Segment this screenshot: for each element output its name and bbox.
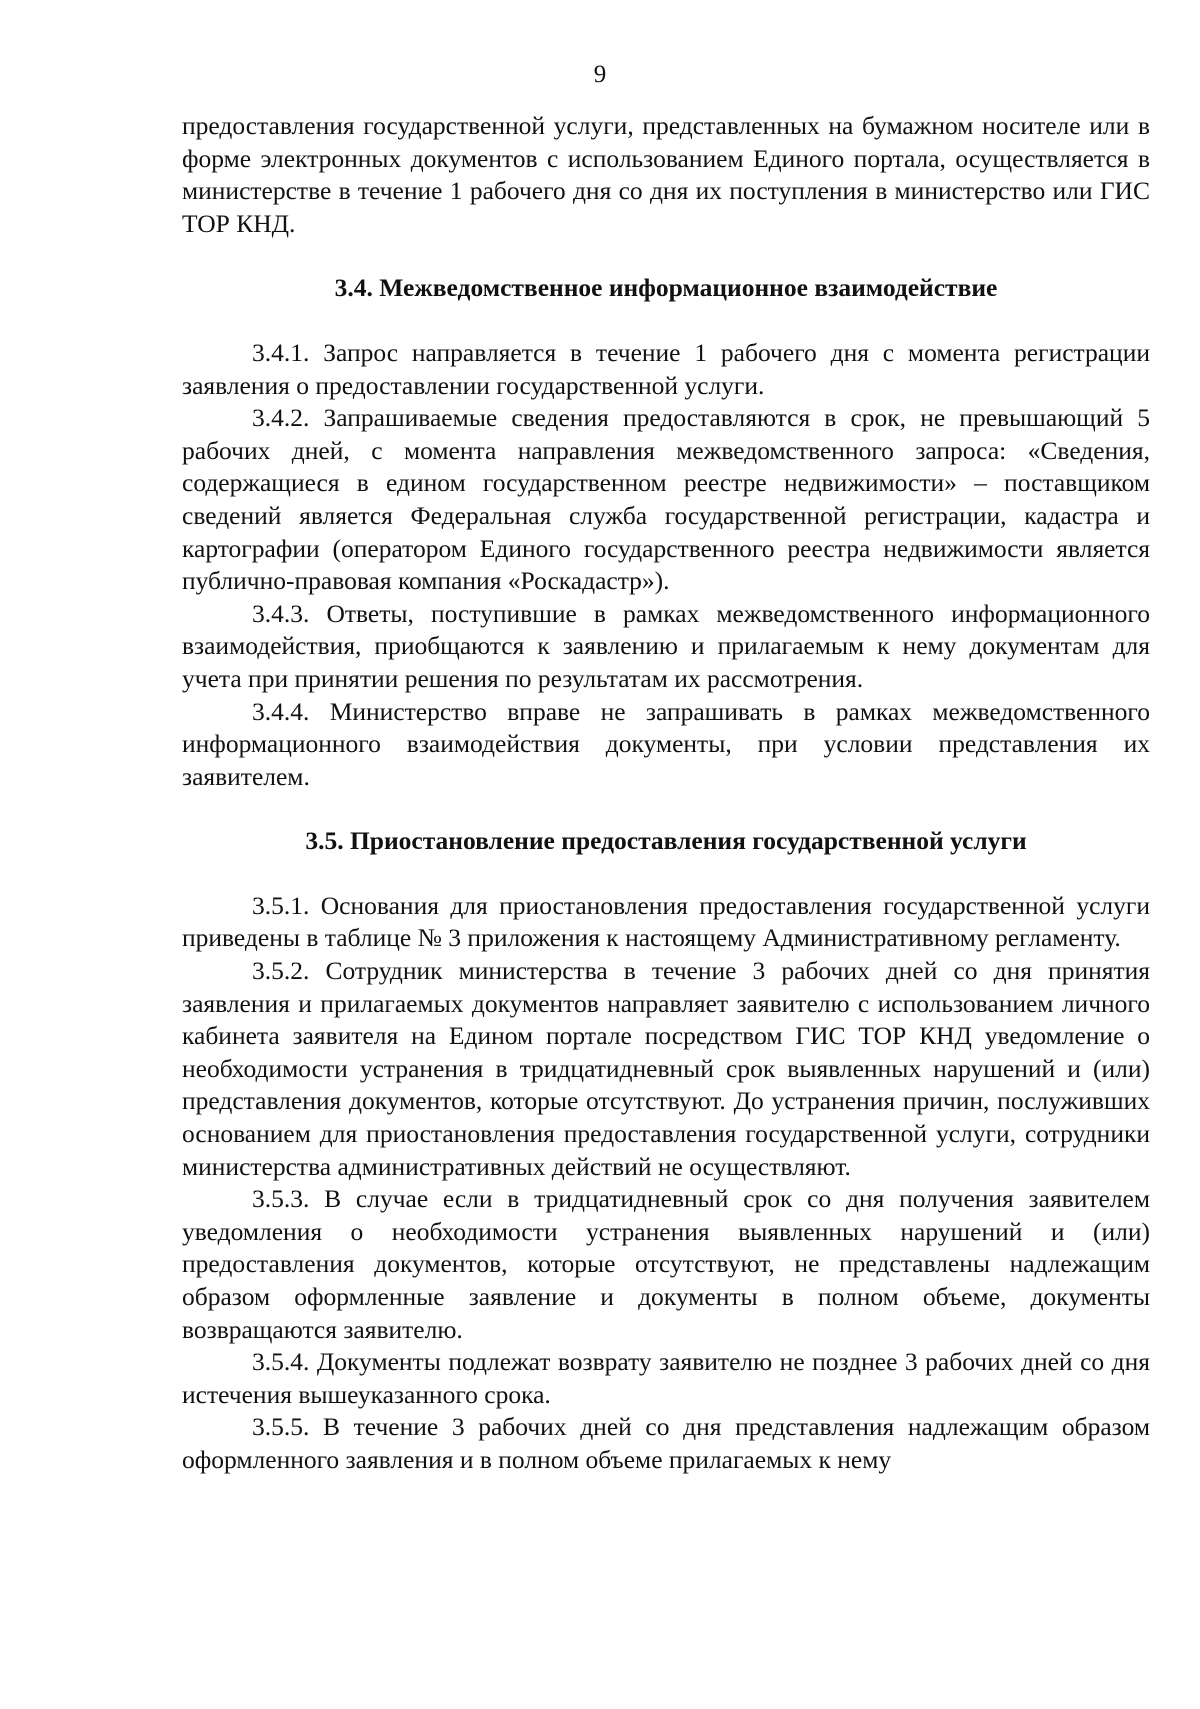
section-3-4-heading: 3.4. Межведомственное информационное взаимодействие — [334, 273, 998, 303]
paragraph-3-4-3: 3.4.3. Ответы, поступившие в рамках межведомственного информационного взаимодействия, приобщаются к заявлению и прилагаемым к нему документам для учета при принятии решения по результатам их рассмотрения. — [182, 598, 1150, 693]
paragraph-3-4-2: 3.4.2. Запрашиваемые сведения предоставляются в срок, не превышающий 5 рабочих дней, с момента направления межведомственного запроса: «Сведения, содержащиеся в едином государственном реестре недвижимости» – поставщиком сведений является Федеральная служба государственной регистрации, кадастра и картографии (оператором Единого государственного реестра недвижимости является публично-правовая компания «Роскадастр»). — [182, 403, 1150, 596]
paragraph-3-5-4: 3.5.4. Документы подлежат возврату заявителю не позднее 3 рабочих дней со дня истечения вышеуказанного срока. — [182, 1347, 1150, 1409]
paragraph-3-5-5: 3.5.5. В течение 3 рабочих дней со дня представления надлежащим образом оформленного заявления и в полном объеме прилагаемых к нему — [182, 1412, 1150, 1474]
intro-paragraph: предоставления государственной услуги, представленных на бумажном носителе или в форме электронных документов с использованием Единого портала, осуществляется в министерстве в течение 1 рабочего дня со дня их поступления в министерство или ГИС ТОР КНД. — [182, 111, 1150, 238]
document-body — [182, 110, 1150, 1477]
paragraph-3-4-1: 3.4.1. Запрос направляется в течение 1 рабочего дня с момента регистрации заявления о предоставлении государственной услуги. — [182, 337, 1150, 400]
page-number: 9 — [593, 61, 607, 88]
paragraph-3-5-1: 3.5.1. Основания для приостановления предоставления государственной услуги приведены в таблице № 3 приложения к настоящему Административному регламенту. — [182, 890, 1150, 953]
section-3-5-heading: 3.5. Приостановление предоставления государственной услуги — [305, 826, 1027, 856]
paragraph-3-5-2: 3.5.2. Сотрудник министерства в течение 3 рабочих дней со дня принятия заявления и прилагаемых документов направляет заявителю с использованием личного кабинета заявителя на Едином портале посредством ГИС ТОР КНД уведомление о необходимости устранения в тридцатидневный срок выявленных нарушений и (или) представления документов, которые отсутствуют. До устранения причин, послуживших основанием для приостановления предоставления государственной услуги, сотрудники министерства административных действий не осуществляют. — [182, 956, 1150, 1181]
paragraph-3-5-3: 3.5.3. В случае если в тридцатидневный срок со дня получения заявителем уведомления о необходимости устранения выявленных нарушений и (или) предоставления документов, которые отсутствуют, не представлены надлежащим образом оформленные заявление и документы в полном объеме, документы возвращаются заявителю. — [182, 1184, 1150, 1344]
paragraph-3-4-4: 3.4.4. Министерство вправе не запрашивать в рамках межведомственного информационного взаимодействия документы, при условии представления их заявителем. — [182, 696, 1150, 791]
